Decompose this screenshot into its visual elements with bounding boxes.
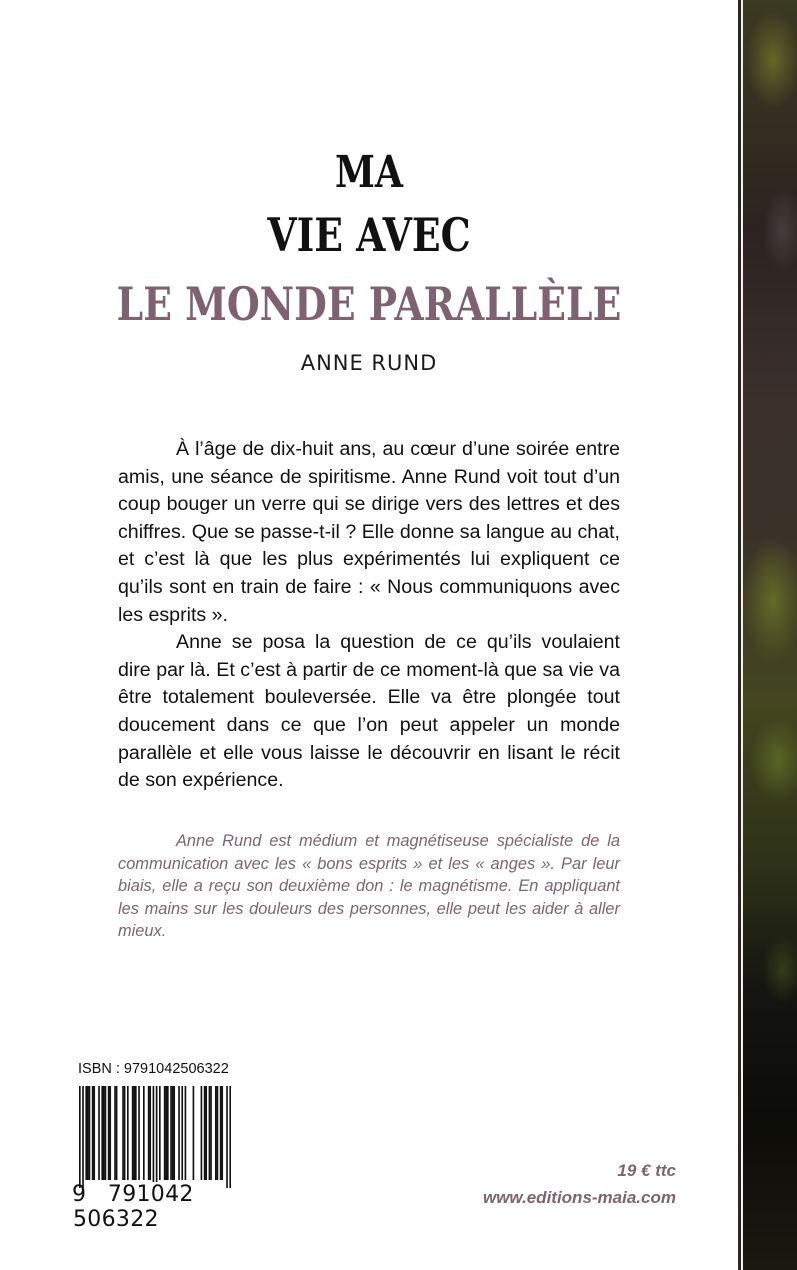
barcode-bar: [156, 1086, 158, 1188]
barcode-right-group: 506322: [73, 1207, 159, 1232]
barcode-bar: [172, 1086, 174, 1180]
barcode-bar: [143, 1086, 145, 1180]
barcode-bar: [217, 1086, 219, 1180]
price: 19 € ttc: [617, 1161, 676, 1180]
barcode-bar: [132, 1086, 134, 1180]
barcode-bar: [205, 1086, 207, 1180]
barcode-bar: [229, 1086, 231, 1188]
barcode-bar: [79, 1086, 81, 1188]
author-bio: [118, 830, 620, 943]
barcode-bar: [148, 1086, 150, 1180]
barcode-bar: [170, 1086, 172, 1180]
publisher-website[interactable]: www.editions-maia.com: [482, 1188, 676, 1207]
barcode-bar: [149, 1086, 151, 1180]
barcode-bar: [114, 1086, 116, 1180]
barcode-bar: [210, 1086, 212, 1180]
barcode-bar: [109, 1086, 111, 1180]
barcode-bar: [164, 1086, 166, 1180]
summary-paragraph: Anne se posa la question de ce qu’ils voulaient dire par là. Et c’est à partir de ce moment-là que sa vie va être totalement bouleversée. Elle va être plongée tout doucement dans ce que l’on peut appeler un monde parallèle et elle vous laisse le découvrir en lisant le récit de son expérience.: [118, 631, 620, 792]
barcode-bar: [221, 1086, 223, 1180]
barcode-bar: [226, 1086, 228, 1188]
author-name: ANNE RUND: [300, 351, 438, 375]
barcode-bar: [105, 1086, 107, 1180]
barcode-bar: [173, 1086, 175, 1180]
barcode-bar: [124, 1086, 126, 1180]
barcode-bar: [204, 1086, 206, 1180]
barcode-bar: [127, 1086, 129, 1180]
barcode-bar: [201, 1086, 203, 1180]
barcode-bar: [103, 1086, 105, 1180]
barcode-bar: [87, 1086, 89, 1180]
barcode-bar: [138, 1086, 140, 1180]
barcode-bar: [85, 1086, 87, 1180]
barcode-bar: [133, 1086, 135, 1180]
barcode-bar: [92, 1086, 94, 1180]
author-bio-text: Anne Rund est médium et magnétiseuse spécialiste de la communication avec les « bons esprits » et les « anges ». Par leur biais, elle a reçu son deuxième don : le magnétisme. En appliquant les mains sur les douleurs des personnes, elle peut les aider à aller mieux.: [118, 832, 620, 941]
barcode: [79, 1086, 231, 1188]
title-line-3: LE MONDE PARALLÈLE: [116, 277, 622, 331]
barcode-bar: [82, 1086, 84, 1188]
barcode-bar: [215, 1086, 217, 1180]
barcode-bar: [220, 1086, 222, 1180]
barcode-bar: [181, 1086, 183, 1180]
barcode-left-group: 791042: [107, 1182, 194, 1207]
barcode-bar: [93, 1086, 95, 1180]
barcode-bar: [98, 1086, 100, 1180]
summary-text: [118, 436, 620, 795]
title-line-2: VIE AVEC: [267, 208, 471, 262]
barcode-bar: [135, 1086, 137, 1180]
barcode-bar: [116, 1086, 118, 1180]
barcode-bar: [153, 1086, 155, 1188]
barcode-bar: [185, 1086, 187, 1180]
title-line-1: MA: [335, 147, 403, 198]
barcode-bar: [178, 1086, 180, 1180]
barcode-bar: [167, 1086, 169, 1180]
barcode-bar: [108, 1086, 110, 1180]
summary-paragraph: À l’âge de dix-huit ans, au cœur d’une soirée entre amis, une séance de spiritisme. Anne Rund voit tout d’un coup bouger un verre qui se dirige vers des lettres et des chiffres. Que se passe-t-il ? Elle donne sa langue au chat, et c’est là que les plus expérimentés lui expliquent ce qu’ils sont en train de faire : « Nous communiquons avec les esprits ».: [118, 438, 620, 626]
barcode-bar: [122, 1086, 124, 1180]
barcode-bar: [165, 1086, 167, 1180]
barcode-bar: [193, 1086, 195, 1180]
isbn-label: ISBN : 9791042506322: [78, 1061, 229, 1077]
barcode-first-digit: 9: [72, 1182, 87, 1207]
barcode-bar: [101, 1086, 103, 1180]
barcode-bar: [89, 1086, 91, 1180]
barcode-digits: [72, 1182, 242, 1232]
barcode-bar: [209, 1086, 211, 1180]
cover-photo-strip: [743, 0, 797, 1270]
barcode-bar: [159, 1086, 161, 1180]
